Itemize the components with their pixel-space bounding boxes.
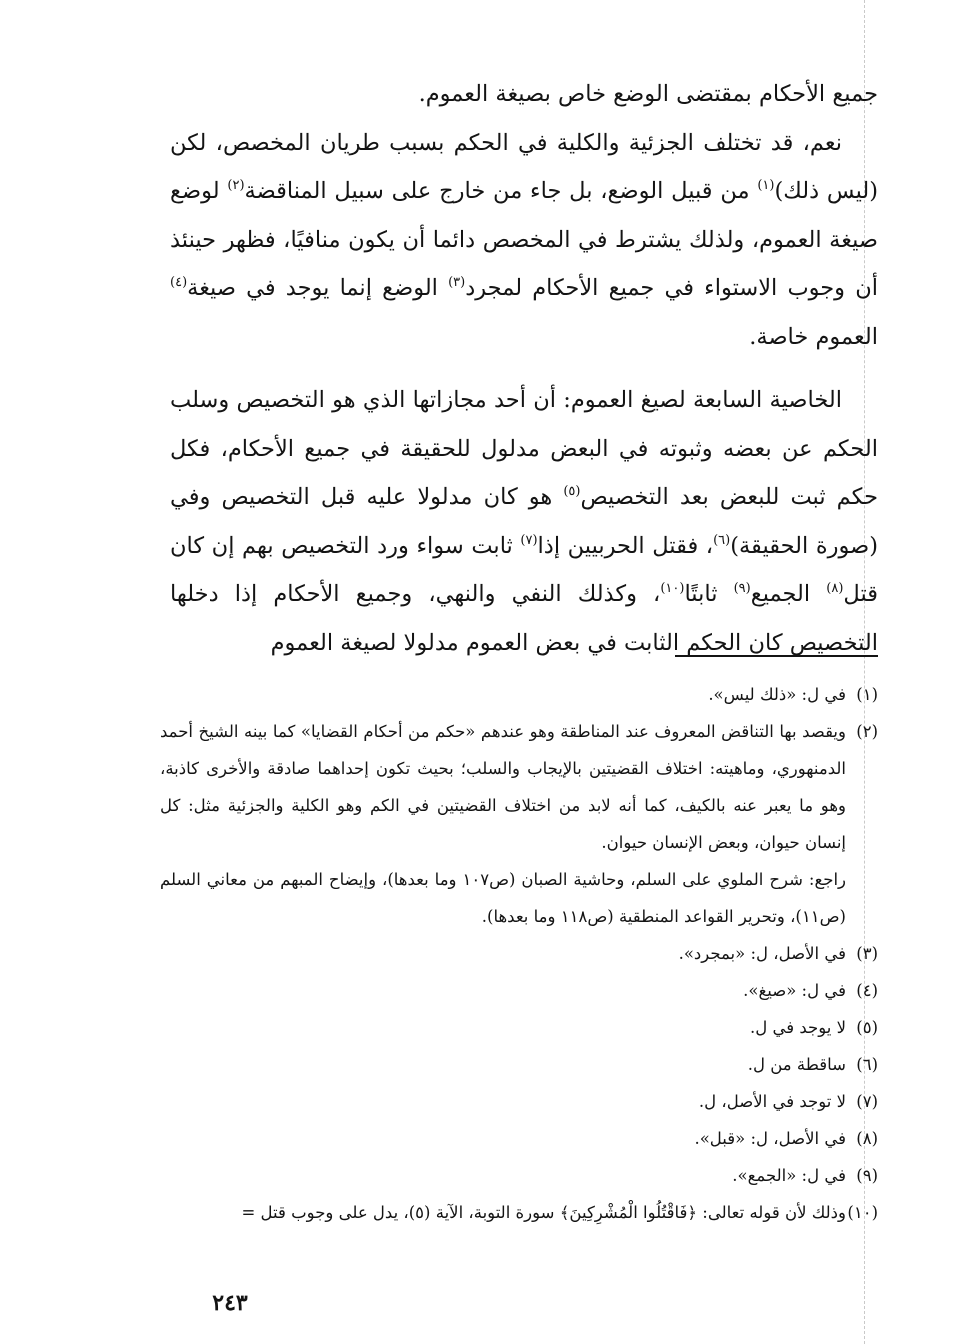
paragraph-3-text: الخاصية السابعة لصيغ العموم: أن أحد مجازاتها الذي هو التخصيص وسلب الحكم عن بعضه وثبوته في البعض مدلول للحقيقة في جميع الأحكام، فكل حكم ثبت للبعض بعد التخصيص	[170, 387, 878, 510]
footnote-ref-6[interactable]: (٦)	[713, 532, 731, 548]
footnote-number: (٨)	[856, 1129, 878, 1148]
footnote-text: في ل: «صيغ».	[743, 981, 846, 1000]
paragraph-2-text: الوضع إنما يوجد في صيغة	[187, 275, 449, 301]
footnotes	[160, 676, 878, 1231]
footnote-text: في ل: «الجمع».	[732, 1166, 846, 1185]
footnote-separator	[675, 655, 878, 657]
footnote-5	[160, 1009, 878, 1046]
paragraph-2-text: نعم، قد تختلف الجزئية والكلية في الحكم بسبب طريان المخصص، لكن (ليس ذلك)	[170, 129, 878, 204]
footnote-text: في الأصل، ل: «قبل».	[694, 1129, 846, 1148]
page-number: ٢٤٣	[212, 1290, 248, 1316]
footnote-2-reference: راجع: شرح الملوي على السلم، وحاشية الصبان (ص١٠٧ وما بعدها)، وإيضاح المبهم من معاني السلم (ص١١)، وتحرير القواعد المنطقية (ص١١٨ وما بعدها).	[160, 870, 846, 926]
footnote-number: (٦)	[856, 1055, 878, 1074]
footnote-text: ساقطة من ل.	[747, 1055, 846, 1074]
footnote-number: (٧)	[856, 1092, 878, 1111]
footnote-text: لا توجد في الأصل، ل.	[698, 1092, 846, 1111]
footnote-ref-10[interactable]: (١٠)	[660, 581, 685, 596]
footnote-ref-1[interactable]: (١)	[757, 178, 775, 193]
paragraph-3-text: ثابتًا	[684, 581, 734, 607]
footnote-text: في الأصل، ل: «بمجرد».	[678, 944, 846, 963]
paragraph-3-text: ثابت سواء ورد التخصيص بهم إن كان قتل	[170, 532, 878, 607]
paragraph-3	[170, 376, 878, 667]
paragraph-2-text: لوضع صيغة العموم، ولذلك يشترط في المخصص دائما أن يكون منافيًا، فظهر حينئذ أن وجوب الاستواء في جميع الأحكام لمجرد	[170, 178, 878, 301]
footnote-ref-2[interactable]: (٢)	[227, 178, 245, 193]
paragraph-3-text: الجميع	[750, 581, 827, 607]
footnote-4	[160, 972, 878, 1009]
footnote-number: (٤)	[856, 981, 878, 1000]
footnote-7	[160, 1083, 878, 1120]
footnote-9	[160, 1157, 878, 1194]
footnote-1	[160, 676, 878, 713]
paragraph-2-text: العموم خاصة.	[749, 323, 878, 350]
footnote-number: (١٠)	[847, 1203, 878, 1222]
footnote-number: (١)	[856, 685, 878, 704]
paragraph-3-text: ، فقتل الحربيين إذا	[537, 532, 714, 559]
footnote-ref-8[interactable]: (٨)	[826, 581, 844, 596]
footnote-ref-9[interactable]: (٩)	[733, 581, 751, 596]
footnote-text: في ل: «ذلك ليس».	[708, 685, 846, 704]
footnote-ref-7[interactable]: (٧)	[520, 532, 538, 548]
footnote-text: لا يوجد في ل.	[750, 1018, 846, 1037]
footnote-2	[160, 713, 878, 861]
footnote-ref-3[interactable]: (٣)	[448, 275, 466, 290]
paragraph-2	[170, 119, 878, 362]
footnote-6	[160, 1046, 878, 1083]
footnote-text: وذلك لأن قوله تعالى: ﴿فَاقْتُلُوا الْمُشْرِكِينَ﴾ سورة التوبة، الآية (٥)، يدل على وجوب قتل =	[241, 1203, 846, 1222]
footnote-number: (٩)	[856, 1166, 878, 1185]
paragraph-3-text: هو كان مدلولا عليه قبل التخصيص وفي (صورة الحقيقة)	[170, 484, 878, 559]
footnote-ref-4[interactable]: (٤)	[170, 275, 188, 290]
main-text	[170, 70, 878, 667]
footnote-10	[160, 1194, 878, 1231]
footnote-3	[160, 935, 878, 972]
paragraph-1-text: جميع الأحكام بمقتضى الوضع خاص بصيغة العموم.	[418, 81, 878, 107]
footnote-number: (٢)	[856, 722, 878, 741]
footnote-8	[160, 1120, 878, 1157]
paragraph-1	[170, 70, 878, 119]
footnote-ref-5[interactable]: (٥)	[563, 484, 581, 499]
footnote-number: (٣)	[856, 944, 878, 963]
paragraph-3-text: ، وكذلك النفي والنهي، وجميع الأحكام إذا دخلها التخصيص كان الحكم الثابت في بعض العموم مدلولا لصيغة العموم	[170, 581, 878, 656]
footnote-number: (٥)	[856, 1018, 878, 1037]
paragraph-2-text: من قبيل الوضع، بل جاء من خارج على سبيل المناقضة	[244, 178, 758, 204]
footnote-text: ويقصد بها التناقض المعروف عند المناطقة وهو عندهم «حكم من أحكام القضايا» كما بينه الشيخ أحمد الدمنهوري، وماهيته: اختلاف القضيتين بالإيجاب والسلب؛ بحيث تكون إحداهما صادقة والأخرى كاذبة، وهو ما يعبر عنه بالكيف، كما أنه لابد من اختلاف القضيتين في الكم وهو الكلية والجزئية مثل: كل إنسان حيوان، وبعض الإنسان حيوان.	[160, 722, 846, 852]
